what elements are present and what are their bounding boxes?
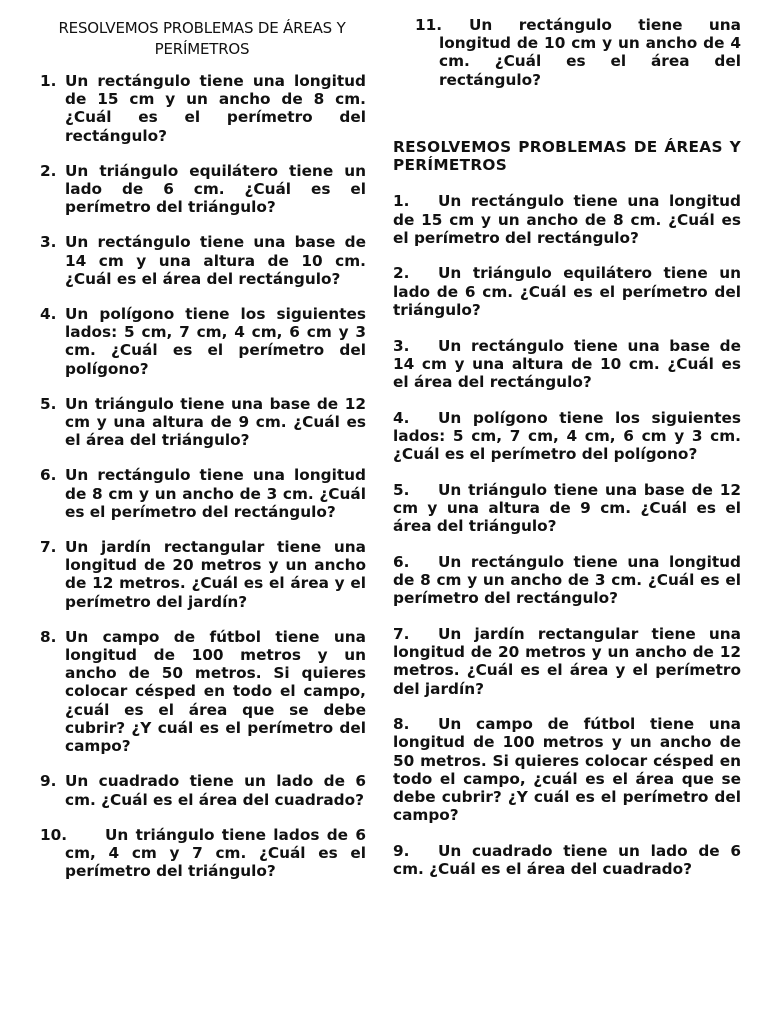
right-problem-5-text: Un triángulo tiene una base de 12 cm y una altura de 9 cm. ¿Cuál es el área del triángulo? — [393, 480, 741, 536]
right-problem-8 — [393, 715, 741, 824]
right-problem-9-text: Un cuadrado tiene un lado de 6 cm. ¿Cuál es el área del cuadrado? — [393, 842, 741, 879]
right-problem-9-number: 9. — [393, 842, 410, 860]
left-problem-2-number: 2. — [40, 161, 57, 180]
left-problem-2 — [38, 162, 366, 217]
left-problem-11 — [393, 16, 741, 89]
left-problem-10-text: Un triángulo tiene lados de 6 cm, 4 cm y 7 cm. ¿Cuál es el perímetro del triángulo? — [65, 825, 366, 881]
left-problem-8-number: 8. — [40, 627, 57, 646]
left-problem-10 — [38, 826, 366, 881]
right-problem-6 — [393, 553, 741, 608]
right-problem-3-number: 3. — [393, 336, 410, 355]
right-problem-3-text: Un rectángulo tiene una base de 14 cm y una altura de 10 cm. ¿Cuál es el área del rectángulo? — [393, 336, 741, 391]
left-problem-9 — [38, 772, 366, 808]
left-problem-1 — [38, 72, 366, 145]
left-problem-1-text: Un rectángulo tiene una longitud de 15 cm y un ancho de 8 cm. ¿Cuál es el perímetro del rectángulo? — [65, 72, 366, 145]
left-problem-3-number: 3. — [40, 233, 57, 252]
left-problem-5 — [38, 395, 366, 450]
right-problem-1 — [393, 192, 741, 247]
right-problem-7 — [393, 625, 741, 698]
right-problem-4-number: 4. — [393, 408, 410, 427]
left-problem-7-number: 7. — [40, 538, 57, 557]
right-problem-list — [393, 192, 741, 878]
left-problem-5-number: 5. — [40, 394, 57, 413]
left-problem-8 — [38, 628, 366, 755]
right-problem-7-number: 7. — [393, 624, 410, 643]
right-problem-1-number: 1. — [393, 192, 410, 211]
right-problem-3 — [393, 337, 741, 392]
right-problem-2 — [393, 264, 741, 319]
right-problem-9 — [393, 842, 741, 878]
left-worksheet-title: RESOLVEMOS PROBLEMAS DE ÁREAS Y PERÍMETROS — [58, 19, 346, 58]
right-problem-4 — [393, 409, 741, 464]
left-problem-list — [38, 72, 366, 880]
left-problem-7-text: Un jardín rectangular tiene una longitud de 20 metros y un ancho de 12 metros. ¿Cuál es el área y el perímetro del jardín? — [65, 538, 366, 611]
right-problem-7-text: Un jardín rectangular tiene una longitud de 20 metros y un ancho de 12 metros. ¿Cuál es el área y el perímetro del jardín? — [393, 624, 741, 698]
left-problem-4 — [38, 305, 366, 378]
right-column — [393, 138, 741, 878]
right-problem-2-number: 2. — [393, 264, 410, 283]
right-top-continuation — [393, 16, 741, 89]
left-problem-6 — [38, 466, 366, 521]
left-problem-9-number: 9. — [40, 772, 57, 791]
right-problem-2-text: Un triángulo equilátero tiene un lado de 6 cm. ¿Cuál es el perímetro del triángulo? — [393, 264, 741, 319]
left-problem-3-text: Un rectángulo tiene una base de 14 cm y una altura de 10 cm. ¿Cuál es el área del rectángulo? — [65, 233, 366, 288]
right-problem-8-text: Un campo de fútbol tiene una longitud de 100 metros y un ancho de 50 metros. Si quieres colocar césped en todo el campo, ¿cuál es el área que se debe cubrir? ¿Y cuál es el perímetro del campo? — [393, 715, 741, 825]
left-column — [38, 0, 366, 880]
right-problem-5 — [393, 481, 741, 536]
right-problem-1-text: Un rectángulo tiene una longitud de 15 cm y un ancho de 8 cm. ¿Cuál es el perímetro del rectángulo? — [393, 192, 741, 247]
right-problem-8-number: 8. — [393, 715, 410, 734]
left-problem-4-number: 4. — [40, 305, 57, 324]
left-problem-7 — [38, 538, 366, 611]
left-problem-10-number: 10. — [40, 825, 68, 844]
right-problem-5-number: 5. — [393, 480, 410, 499]
left-problem-9-text: Un cuadrado tiene un lado de 6 cm. ¿Cuál es el área del cuadrado? — [65, 772, 366, 809]
left-problem-3 — [38, 233, 366, 288]
right-problem-4-text: Un polígono tiene los siguientes lados: 5 cm, 7 cm, 4 cm, 6 cm y 3 cm. ¿Cuál es el perímetro del polígono? — [393, 408, 741, 464]
left-problem-11-number: 11. — [415, 16, 443, 34]
left-problem-4-text: Un polígono tiene los siguientes lados: 5 cm, 7 cm, 4 cm, 6 cm y 3 cm. ¿Cuál es el perímetro del polígono? — [65, 305, 366, 378]
left-problem-2-text: Un triángulo equilátero tiene un lado de 6 cm. ¿Cuál es el perímetro del triángulo? — [65, 161, 366, 217]
left-problem-5-text: Un triángulo tiene una base de 12 cm y una altura de 9 cm. ¿Cuál es el área del triángulo? — [65, 394, 366, 450]
left-problem-1-number: 1. — [40, 72, 57, 90]
right-worksheet-title: RESOLVEMOS PROBLEMAS DE ÁREAS Y PERÍMETROS — [393, 138, 741, 175]
left-problem-6-text: Un rectángulo tiene una longitud de 8 cm y un ancho de 3 cm. ¿Cuál es el perímetro del rectángulo? — [65, 466, 366, 521]
right-problem-6-text: Un rectángulo tiene una longitud de 8 cm y un ancho de 3 cm. ¿Cuál es el perímetro del rectángulo? — [393, 552, 741, 608]
right-problem-6-number: 6. — [393, 552, 410, 571]
left-problem-8-text: Un campo de fútbol tiene una longitud de 100 metros y un ancho de 50 metros. Si quieres colocar césped en todo el campo, ¿cuál es el área que se debe cubrir? ¿Y cuál es el perímetro del campo? — [65, 627, 366, 756]
left-problem-6-number: 6. — [40, 466, 57, 485]
left-problem-11-text: Un rectángulo tiene una longitud de 10 cm y un ancho de 4 cm. ¿Cuál es el área del rectángulo? — [439, 16, 741, 89]
